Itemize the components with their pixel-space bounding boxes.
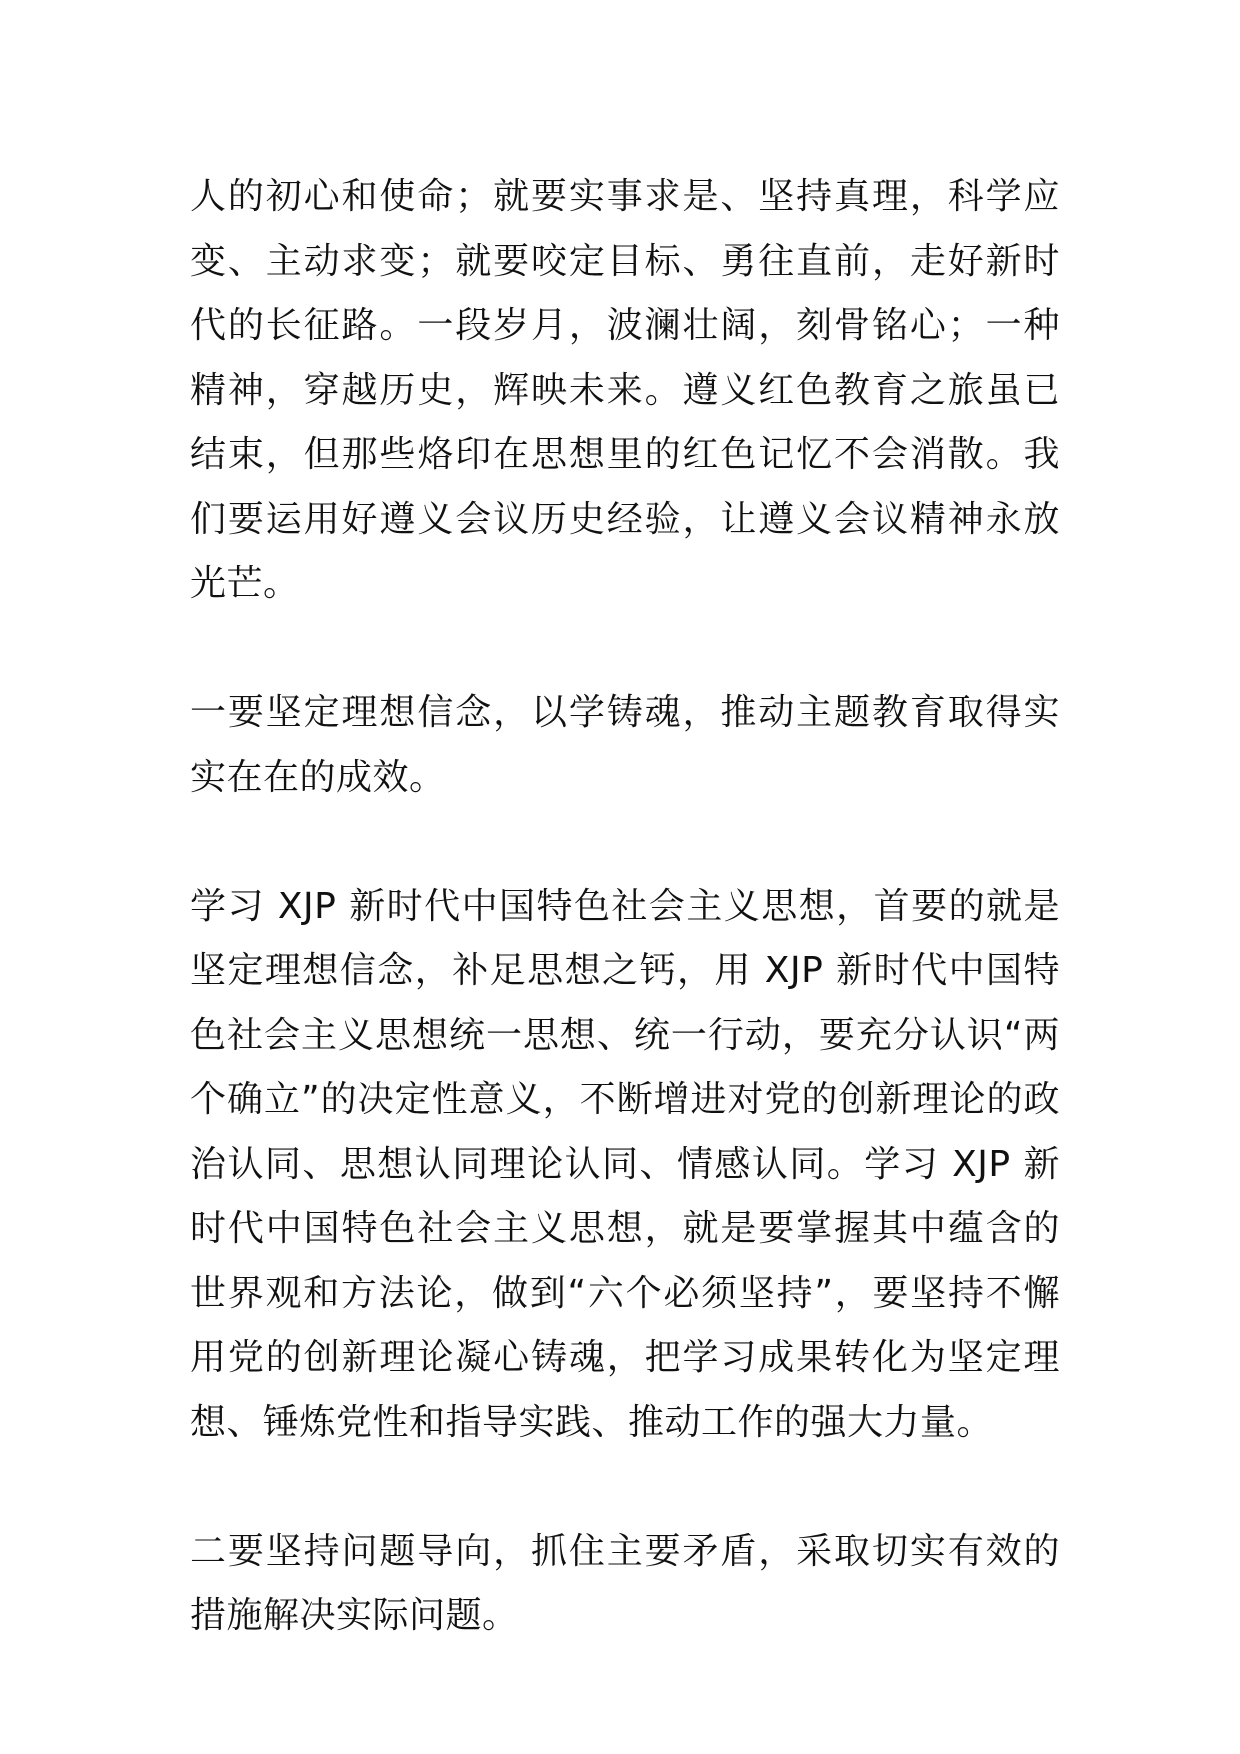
paragraph-spacer [190, 617, 1060, 682]
document-body [190, 165, 1060, 1649]
paragraph-closing-reflection: 人的初心和使命；就要实事求是、坚持真理，科学应变、主动求变；就要咬定目标、勇往直前，走好新时代的长征路。一段岁月，波澜壮阔，刻骨铭心；一种精神，穿越历史，辉映未来。遵义红色教育之旅虽已结束，但那些烙印在思想里的红色记忆不会消散。我们要运用好遵义会议历史经验，让遵义会议精神永放光芒。 [190, 176, 1060, 604]
paragraph-spacer [190, 810, 1060, 875]
paragraph-point-one-body: 学习 XJP 新时代中国特色社会主义思想，首要的就是坚定理想信念，补足思想之钙，用 XJP 新时代中国特色社会主义思想统一思想、统一行动，要充分认识“两个确立”的决定性意义，不断增进对党的创新理论的政治认同、思想认同理论认同、情感认同。学习 XJP 新时代中国特色社会主义思想，就是要掌握其中蕴含的世界观和方法论，做到“六个必须坚持”，要坚持不懈用党的创新理论凝心铸魂，把学习成果转化为坚定理想、锤炼党性和指导实践、推动工作的强大力量。 [190, 885, 1060, 1443]
paragraph-spacer [190, 1455, 1060, 1520]
paragraph-point-two-heading: 二要坚持问题导向，抓住主要矛盾，采取切实有效的措施解决实际问题。 [190, 1530, 1060, 1636]
paragraph-point-one-heading: 一要坚定理想信念，以学铸魂，推动主题教育取得实实在在的成效。 [190, 692, 1060, 798]
